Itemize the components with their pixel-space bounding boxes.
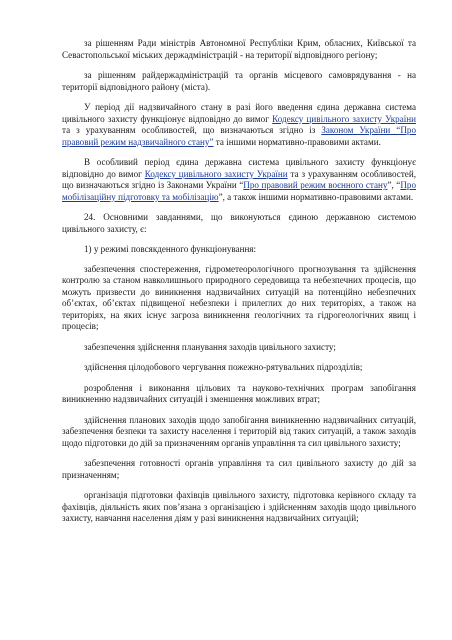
paragraph-text: та іншими нормативно-правовими актами. — [213, 136, 381, 147]
paragraph-text: здійснення планових заходів щодо запобігання виникненню надзвичайних ситуацій, забезпечення безпеки та захисту населення і територій від таких ситуацій, а також заходів щодо підготовки до дій за призначенням органів управління та сил цивільного захисту; — [62, 414, 416, 448]
mobilization-law-link[interactable]: Про мобілізаційну підготовку та мобілізацію — [62, 180, 416, 202]
paragraph-text: розроблення і виконання цільових та науково-технічних програм запобігання виникненню надзвичайних ситуацій і зменшення можливих втрат; — [62, 382, 416, 404]
paragraph — [62, 458, 416, 481]
paragraph — [62, 157, 416, 203]
paragraph-text: ”, а також іншими нормативно-правовими актами. — [218, 191, 414, 202]
paragraph — [62, 212, 416, 235]
paragraph-text: за рішенням Ради міністрів Автономної Республіки Крим, обласних, Київської та Севастопольської міських держадміністрацій - на території відповідного регіону; — [62, 38, 416, 60]
paragraph-text: ”, “ — [387, 180, 401, 190]
paragraph — [62, 383, 416, 406]
paragraph — [62, 415, 416, 450]
paragraph-text: здійснення цілодобового чергування пожежно-рятувальних підрозділів; — [84, 362, 363, 372]
paragraph-text: 24. Основними завданнями, що виконуються єдиною державною системою цивільного захисту, є: — [62, 212, 416, 234]
paragraph-text: забезпечення спостереження, гідрометеорологічного прогнозування та здійснення контролю за станом навколишнього природного середовища та небезпечних процесів, що можуть призвести до виникнення надзвичайних ситуацій на потенційно небезпечних об’єктах, об’єктах підвищеної небезпеки і прилеглих до них територіях, а також на територіях, на яких існує загроза виникнення геологічних та гідрогеологічних явищ і процесів; — [62, 263, 416, 331]
paragraph-text: В особливий період єдина державна система цивільного захисту функціонує відповідно до вимог — [62, 157, 416, 179]
civil-protection-code-link[interactable]: Кодексу цивільного захисту України — [272, 113, 416, 124]
paragraph-text: забезпечення здійснення планування заходів цивільного захисту; — [84, 341, 336, 352]
paragraph — [62, 244, 416, 256]
paragraph — [62, 38, 416, 61]
emergency-state-law-link[interactable]: Законом України “Про правовий режим надзвичайного стану” — [62, 125, 417, 147]
paragraph-text: забезпечення готовності органів управління та сил цивільного захисту до дій за призначенням; — [62, 458, 416, 480]
paragraph-text: 1) у режимі повсякденного функціонування: — [84, 244, 257, 254]
paragraph — [62, 490, 416, 525]
paragraph-text: за рішенням райдержадміністрацій та органів місцевого самоврядування - на території відповідного району (міста). — [62, 70, 416, 92]
paragraph — [62, 102, 416, 148]
paragraph-text: У період дії надзвичайного стану в разі його введення єдина державна система цивільного захисту функціонує відповідно до вимог — [62, 102, 416, 124]
paragraph — [62, 70, 416, 93]
civil-protection-code-link[interactable]: Кодексу цивільного захисту України — [144, 168, 288, 179]
paragraph — [62, 362, 416, 374]
paragraph-text: організація підготовки фахівців цивільного захисту, підготовка керівного складу та фахівців, діяльність яких пов’язана з організацією і здійсненням заходів щодо цивільного захисту, навчання населення діям у разі виникнення надзвичайних ситуацій; — [62, 490, 416, 523]
paragraph-text: та з урахуванням особливостей, що визначаються згідно із Законами України “ — [62, 168, 416, 190]
paragraph-text: та з урахуванням особливостей, що визначаються згідно із — [62, 125, 322, 135]
paragraph — [62, 264, 416, 333]
paragraph — [62, 342, 416, 354]
martial-law-link[interactable]: Про правовий режим воєнного стану — [243, 180, 388, 190]
